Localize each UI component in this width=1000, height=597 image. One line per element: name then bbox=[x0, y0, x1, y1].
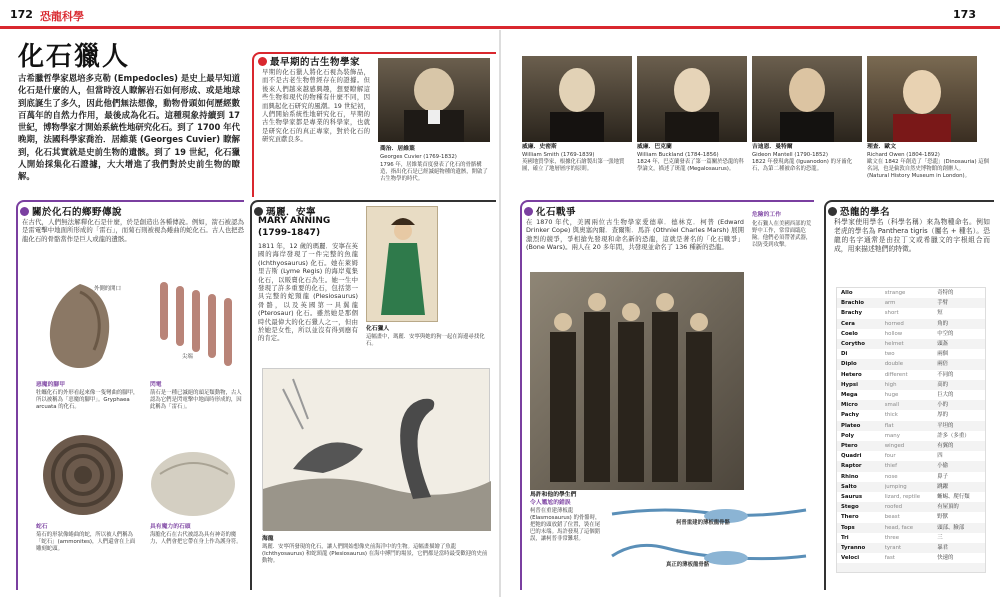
names-root: Pachy bbox=[841, 412, 859, 419]
section-bullet-icon bbox=[258, 57, 267, 66]
names-table-row bbox=[837, 441, 985, 451]
names-meaning-zh: 小偷 bbox=[937, 463, 949, 470]
anning-years: (1799-1847) bbox=[258, 228, 321, 238]
names-root: Hetero bbox=[841, 371, 862, 378]
names-root: Salto bbox=[841, 483, 857, 490]
names-text: 科學家使用學名（科學名稱）來為物種命名。例如老虎的學名為 Panthera tigris（屬名 + 種名）。恐龍的名字通常是由拉丁文或希臘文的字根組合而成，用來描述牠們的特徵。 bbox=[834, 218, 990, 253]
mantell-portrait bbox=[752, 56, 862, 142]
bone-wars-heading: 化石戰爭 bbox=[524, 204, 576, 218]
names-meaning-zh: 暴君 bbox=[937, 545, 949, 552]
names-root: Brachio bbox=[841, 300, 864, 307]
right-page-number: 173 bbox=[953, 8, 976, 21]
belemnite-drawing bbox=[150, 276, 245, 376]
names-meaning-zh: 角的 bbox=[937, 320, 949, 327]
cuvier-portrait bbox=[378, 58, 490, 142]
names-table bbox=[836, 287, 986, 573]
scientist-caption-buckland bbox=[637, 144, 747, 173]
names-root: Thero bbox=[841, 514, 859, 521]
names-meaning-en: head, face bbox=[884, 524, 914, 531]
names-meaning-zh: 頭盔 bbox=[937, 341, 949, 348]
names-meaning-zh: 短 bbox=[937, 310, 943, 317]
names-table-row bbox=[837, 472, 985, 482]
names-table-row bbox=[837, 492, 985, 502]
scientist-text: 1824 年，巴克蘭發表了第一篇關於恐龍的科學論文，描述了斑龍 (Megalosaurus)。 bbox=[637, 158, 745, 172]
cuvier-text: 1796 年，居維葉首度發表了化石的骨骼構造，指出化石是已經滅絕物種的遺骸，開啟了古生物學的時代。 bbox=[380, 162, 488, 182]
names-meaning-en: winged bbox=[884, 443, 905, 450]
anning-caption-text: 這幅畫中，瑪麗．安寧與她的狗一起在海邊尋找化石。 bbox=[366, 334, 485, 347]
scientist-caption-mantell bbox=[752, 144, 862, 173]
anning-figure-drawing bbox=[367, 207, 439, 323]
names-meaning-zh: 兩倍 bbox=[937, 361, 949, 368]
names-table-row bbox=[837, 553, 985, 563]
names-heading: 恐龍的學名 bbox=[828, 204, 890, 218]
names-meaning-zh: 頭部、臉部 bbox=[937, 524, 965, 531]
scientist-museum: (Natural History Museum in London)。 bbox=[867, 172, 971, 179]
names-meaning-en: three bbox=[884, 534, 900, 541]
names-table-row bbox=[837, 512, 985, 522]
names-root: Tops bbox=[841, 524, 855, 531]
names-root: Tri bbox=[841, 534, 849, 541]
names-root: Hypsi bbox=[841, 381, 858, 388]
names-root: Veloci bbox=[841, 555, 860, 562]
names-root: Coelo bbox=[841, 330, 858, 337]
legend-item-snakestone bbox=[36, 524, 140, 553]
names-root: Di bbox=[841, 351, 848, 358]
names-meaning-en: thief bbox=[884, 463, 897, 470]
legend-item-magic-stone bbox=[150, 524, 242, 546]
names-meaning-zh: 巨大的 bbox=[937, 392, 954, 399]
names-meaning-zh: 蜥蜴、爬行類 bbox=[937, 494, 970, 501]
names-meaning-zh: 許多（多重） bbox=[937, 432, 970, 439]
cuvier-portrait-drawing bbox=[378, 58, 490, 142]
names-meaning-en: thick bbox=[884, 412, 898, 419]
names-table-row bbox=[837, 370, 985, 380]
anning-text: 1811 年，12 歲的瑪麗．安寧在英國的海岸發現了一件完整的魚龍 (Ichthyosaurus) 化石。她在萊姆里吉斯 (Lyme Regis) 的海岸蒐集化石，以販賣化石為生。她一生中發現了許多重要的化石，包括第一具完整的蛇頸龍 (Plesiosaurus) 骨骼，以及英國第一具翼龍 (Pterosaur) 化石。雖然她是那個時代最偉大的化石獵人之一，但由於她是女性，所以並沒有得到應有的肯定。 bbox=[258, 242, 358, 343]
names-meaning-en: huge bbox=[884, 392, 899, 399]
anning-heading: 瑪麗．安寧 bbox=[254, 204, 316, 218]
names-table-row bbox=[837, 390, 985, 400]
intro-text: 古希臘哲學家恩培多克勒 (Empedocles) 是史上最早知道化石是什麼的人，但當時沒人瞭解岩石如何形成、或是地球到底誕生了多久，因此他們無法想像，動物骨頭如何歷經數百萬年的自然力作用，最後成為化石。這種現象持續到 17 世紀，博物學家才開始系統性地研究化石。到了 1700 年代晚期，法國科學家喬治．居維葉 (Georges Cuvier) 瞭解到，化石其實就是史前生物的遺骸。到了 19 世紀，化石獵人開始採集化石證據，大大增進了我們對於史前生物的瞭解。 bbox=[18, 73, 240, 182]
ammonite-fossil-image bbox=[40, 432, 126, 518]
scientist-dates: William Smith (1769-1839) bbox=[522, 151, 595, 158]
main-title: 化石獵人 bbox=[18, 42, 131, 72]
buckland-portrait bbox=[637, 56, 747, 142]
names-meaning-en: double bbox=[884, 361, 904, 368]
first-scientists-heading: 最早期的古生物學家 bbox=[258, 54, 360, 68]
names-table-row bbox=[837, 502, 985, 512]
legend-item-text: 箭石是一種已滅絕的頭足類動物，古人認為它們是閃電擊中地面時形成的，因此稱為「雷石」。 bbox=[150, 389, 242, 410]
scientist-name: 理查．歐文 bbox=[867, 144, 896, 150]
scientist-caption-smith bbox=[522, 144, 632, 173]
names-root: Corytho bbox=[841, 341, 865, 348]
legends-text: 在古代，人們無法解釋化石是什麼，於是創造出各種傳說。例如，箭石被認為是雷電擊中地面所形成的「雷石」，而菊石則被視為蜷曲的蛇化石。古人也把恐龍化石的骨骼當作是巨人或龍的遺骸。 bbox=[22, 218, 244, 243]
mistake-title: 令人尷尬的錯誤 bbox=[530, 500, 571, 506]
names-root: Poly bbox=[841, 432, 855, 439]
names-root: Ptero bbox=[841, 443, 858, 450]
names-meaning-en: arm bbox=[884, 300, 896, 307]
names-meaning-en: tyrant bbox=[884, 545, 902, 552]
sea-dragons-text: 瑪麗．安寧所發現的化石，讓人們開始想像史前海洋中的生物。這幅畫描繪了魚龍 (Ichthyosaurus) 和蛇頸龍 (Plesiosaurus) 在海中搏鬥的場景，它們都是當時最受歡迎的史前動物。 bbox=[262, 544, 488, 564]
sea-dragons-illustration bbox=[262, 368, 490, 530]
names-meaning-zh: 平坦的 bbox=[937, 422, 954, 429]
names-table-row bbox=[837, 359, 985, 369]
names-root: Brachy bbox=[841, 310, 862, 317]
bone-wars-photo-caption: 馬許和他的學生們 bbox=[530, 492, 577, 498]
names-meaning-zh: 中空的 bbox=[937, 330, 954, 337]
section-bullet-icon bbox=[20, 207, 29, 216]
names-table-row bbox=[837, 431, 985, 441]
names-table-row bbox=[837, 543, 985, 553]
names-meaning-en: many bbox=[884, 432, 900, 439]
names-root: Allo bbox=[841, 290, 853, 296]
sea-dragons-title: 海龍 bbox=[262, 536, 274, 542]
legend-item-text: 菊石的形狀像蜷曲的蛇，所以被人們稱為「蛇石」(ammonites)，人們還會在上面雕刻蛇頭。 bbox=[36, 531, 136, 552]
names-meaning-en: different bbox=[884, 371, 908, 378]
legend-item-title: 閃電 bbox=[150, 382, 162, 388]
names-meaning-en: nose bbox=[884, 473, 898, 480]
names-meaning-zh: 四 bbox=[937, 453, 943, 460]
names-meaning-zh: 不同的 bbox=[937, 371, 954, 378]
first-scientists-text: 早期的化石獵人將化石視為裝飾品，而不是古老生物曾經存在的證據。但後來人們越來越感興趣，想要瞭解這些生物和現代的物種有什麼不同，因而興起化石研究的風潮。19 世紀初，人們開始系統性地研究化石，早期的古生物學家都是專業的科學家，也就是研究化石的真正專家，對於化石的研究貢獻良多。 bbox=[262, 68, 370, 144]
legend-item-title: 惡魔的腳甲 bbox=[36, 382, 65, 388]
names-meaning-zh: 小的 bbox=[937, 402, 949, 409]
names-table-row bbox=[837, 410, 985, 420]
names-meaning-en: two bbox=[884, 351, 895, 358]
names-meaning-en: jumping bbox=[884, 483, 907, 490]
owen-portrait bbox=[867, 56, 977, 142]
danger-title: 危險的工作 bbox=[752, 212, 781, 218]
sea-urchin-drawing bbox=[148, 442, 238, 518]
names-root: Mega bbox=[841, 392, 858, 399]
names-meaning-en: beast bbox=[884, 514, 900, 521]
legend-item-devils-toenail bbox=[36, 382, 140, 411]
names-table-row bbox=[837, 482, 985, 492]
anning-english-name: MARY ANNING bbox=[258, 216, 331, 226]
names-table-row bbox=[837, 319, 985, 329]
names-table-row bbox=[837, 421, 985, 431]
names-table-row bbox=[837, 298, 985, 308]
scientist-dates: Gideon Mantell (1790-1852) bbox=[752, 151, 828, 158]
names-meaning-zh: 有翼的 bbox=[937, 443, 954, 450]
names-meaning-en: lizard, reptile bbox=[884, 494, 921, 501]
scientist-dates: Richard Owen (1804-1892) bbox=[867, 151, 940, 158]
names-root: Micro bbox=[841, 402, 858, 409]
diagram-label-cope: 柯普重建的薄板龍骨骼 bbox=[676, 520, 730, 526]
names-root: Quadri bbox=[841, 453, 862, 460]
fossil-hunters-photo bbox=[530, 272, 744, 490]
names-table-row bbox=[837, 461, 985, 471]
names-root: Stego bbox=[841, 504, 859, 511]
names-root: Raptor bbox=[841, 463, 862, 470]
names-meaning-en: fast bbox=[884, 555, 895, 562]
names-meaning-zh: 鼻子 bbox=[937, 473, 949, 480]
legend-item-thunderbolt bbox=[150, 382, 242, 411]
names-meaning-zh: 快速的 bbox=[937, 555, 954, 562]
names-root: Rhino bbox=[841, 473, 859, 480]
names-meaning-en: helmet bbox=[884, 341, 904, 348]
page-gutter bbox=[499, 30, 501, 597]
names-meaning-en: hollow bbox=[884, 330, 903, 337]
diagram-label-real: 真正的薄板龍骨骼 bbox=[666, 562, 710, 568]
names-meaning-zh: 厚的 bbox=[937, 412, 949, 419]
elasmosaurus-skeleton-drawing bbox=[606, 496, 812, 590]
elasmosaurus-diagram bbox=[606, 496, 812, 590]
names-table-row bbox=[837, 451, 985, 461]
danger-text: 化石獵人在美國西部的荒野中工作，常常面臨危險。他們必須帶著武器，以防受到攻擊。 bbox=[752, 221, 812, 248]
names-root: Diplo bbox=[841, 361, 857, 368]
section-bullet-icon bbox=[524, 207, 533, 216]
fossil-hunters-drawing bbox=[530, 272, 744, 490]
names-meaning-en: high bbox=[884, 381, 897, 388]
names-root: Cera bbox=[841, 320, 855, 327]
legend-item-title: 蛇石 bbox=[36, 524, 48, 530]
names-meaning-en: four bbox=[884, 453, 896, 460]
names-root: Tyranno bbox=[841, 545, 866, 552]
names-meaning-en: short bbox=[884, 310, 899, 317]
mistake-text: 柯普在重建薄板龍 (Elasmosaurus) 的骨骼時，把牠的頭放錯了位置，裝在尾巴的末端。馬許發現了這個錯誤，讓柯普非常難堪。 bbox=[530, 508, 601, 542]
legend-item-title: 具有魔力的石頭 bbox=[150, 524, 191, 530]
header-rule bbox=[0, 26, 1000, 29]
left-page-number: 172 bbox=[10, 8, 33, 21]
scientist-name: 吉迪恩．曼特爾 bbox=[752, 144, 793, 150]
portrait-drawing bbox=[867, 56, 977, 142]
belemnite-fossil-image bbox=[150, 276, 245, 376]
names-table-rows bbox=[837, 288, 985, 563]
names-meaning-en: roofed bbox=[884, 504, 903, 511]
portrait-drawing bbox=[522, 56, 632, 142]
legends-heading: 關於化石的鄉野傳說 bbox=[20, 204, 122, 218]
names-table-row bbox=[837, 533, 985, 543]
anning-painting bbox=[366, 206, 438, 322]
scientist-name: 威廉．巴克蘭 bbox=[637, 144, 672, 150]
belemnite-tip-label: 尖端 bbox=[182, 354, 193, 360]
names-table-row bbox=[837, 400, 985, 410]
names-meaning-zh: 野獸 bbox=[937, 514, 949, 521]
names-meaning-zh: 跳躍 bbox=[937, 483, 949, 490]
portrait-drawing bbox=[752, 56, 862, 142]
names-meaning-en: horned bbox=[884, 320, 904, 327]
names-meaning-zh: 兩個 bbox=[937, 351, 949, 358]
names-table-row bbox=[837, 349, 985, 359]
names-meaning-en: flat bbox=[884, 422, 894, 429]
scientist-name: 威廉．史密斯 bbox=[522, 144, 557, 150]
section-bullet-icon bbox=[828, 207, 837, 216]
names-root: Plateo bbox=[841, 422, 861, 429]
names-table-row bbox=[837, 308, 985, 318]
cuvier-name: 喬治．居維葉 bbox=[380, 146, 415, 152]
scientist-text: 歐文在 1842 年創造了「恐龍」(Dinosauria) 這個名詞，也是倫敦自然史博物館的創辦人。 bbox=[867, 158, 990, 172]
names-table-row bbox=[837, 380, 985, 390]
names-table-row bbox=[837, 329, 985, 339]
scientist-text: 英國地質學家，根據化石繪製出第一張地質圖，確立了地層層序的原則。 bbox=[522, 158, 625, 172]
cuvier-dates: Georges Cuvier (1769-1832) bbox=[380, 154, 457, 160]
legend-item-text: 海膽化石在古代被認為具有神奇的魔力，人們會把它帶在身上作為護身符。 bbox=[150, 531, 242, 545]
names-meaning-zh: 奇特的 bbox=[937, 290, 954, 296]
names-meaning-zh: 有屋頂的 bbox=[937, 504, 959, 511]
names-root: Saurus bbox=[841, 494, 863, 501]
names-meaning-en: strange bbox=[884, 290, 906, 296]
names-table-row bbox=[837, 288, 985, 298]
sea-dragons-drawing bbox=[263, 369, 491, 531]
smith-portrait bbox=[522, 56, 632, 142]
sea-urchin-fossil-image bbox=[148, 442, 238, 518]
anning-caption-title: 化石獵人 bbox=[366, 326, 390, 332]
names-meaning-zh: 手臂 bbox=[937, 300, 949, 307]
section-bullet-icon bbox=[254, 207, 263, 216]
scientist-caption-owen bbox=[867, 144, 991, 180]
names-meaning-zh: 三 bbox=[937, 534, 943, 541]
scientist-text: 1822 年發現禽龍 (Iguanodon) 的牙齒化石，為第二種被命名的恐龍。 bbox=[752, 158, 853, 172]
portrait-drawing bbox=[637, 56, 747, 142]
bone-wars-text: 在 1870 年代，美國兩位古生物學家愛德華．德林克．柯普 (Edward Drinker Cope) 與奧塞內爾．查爾斯．馬許 (Othniel Charles Marsh) 展開激烈的競爭，爭相搶先發現和命名新的恐龍，這就是著名的「化石戰爭」(Bone Wars)。兩人在 20 多年間，共發現並命名了 136 種新的恐龍。 bbox=[526, 218, 744, 252]
scientist-captions bbox=[522, 144, 992, 198]
legend-item-text: 牡蠣化石的外形看起來像一隻彎曲的腳甲，所以被稱為「惡魔的腳甲」。Gryphaea arcuata 的化石。 bbox=[36, 389, 139, 410]
names-table-row bbox=[837, 339, 985, 349]
tooth-opening-label: 外側的開口 bbox=[94, 286, 121, 292]
left-running-title: 恐龍科學 bbox=[40, 10, 84, 23]
names-table-row bbox=[837, 523, 985, 533]
names-meaning-en: small bbox=[884, 402, 900, 409]
ammonite-drawing bbox=[40, 432, 126, 518]
names-meaning-zh: 高的 bbox=[937, 381, 949, 388]
scientist-dates: William Buckland (1784-1856) bbox=[637, 151, 719, 158]
